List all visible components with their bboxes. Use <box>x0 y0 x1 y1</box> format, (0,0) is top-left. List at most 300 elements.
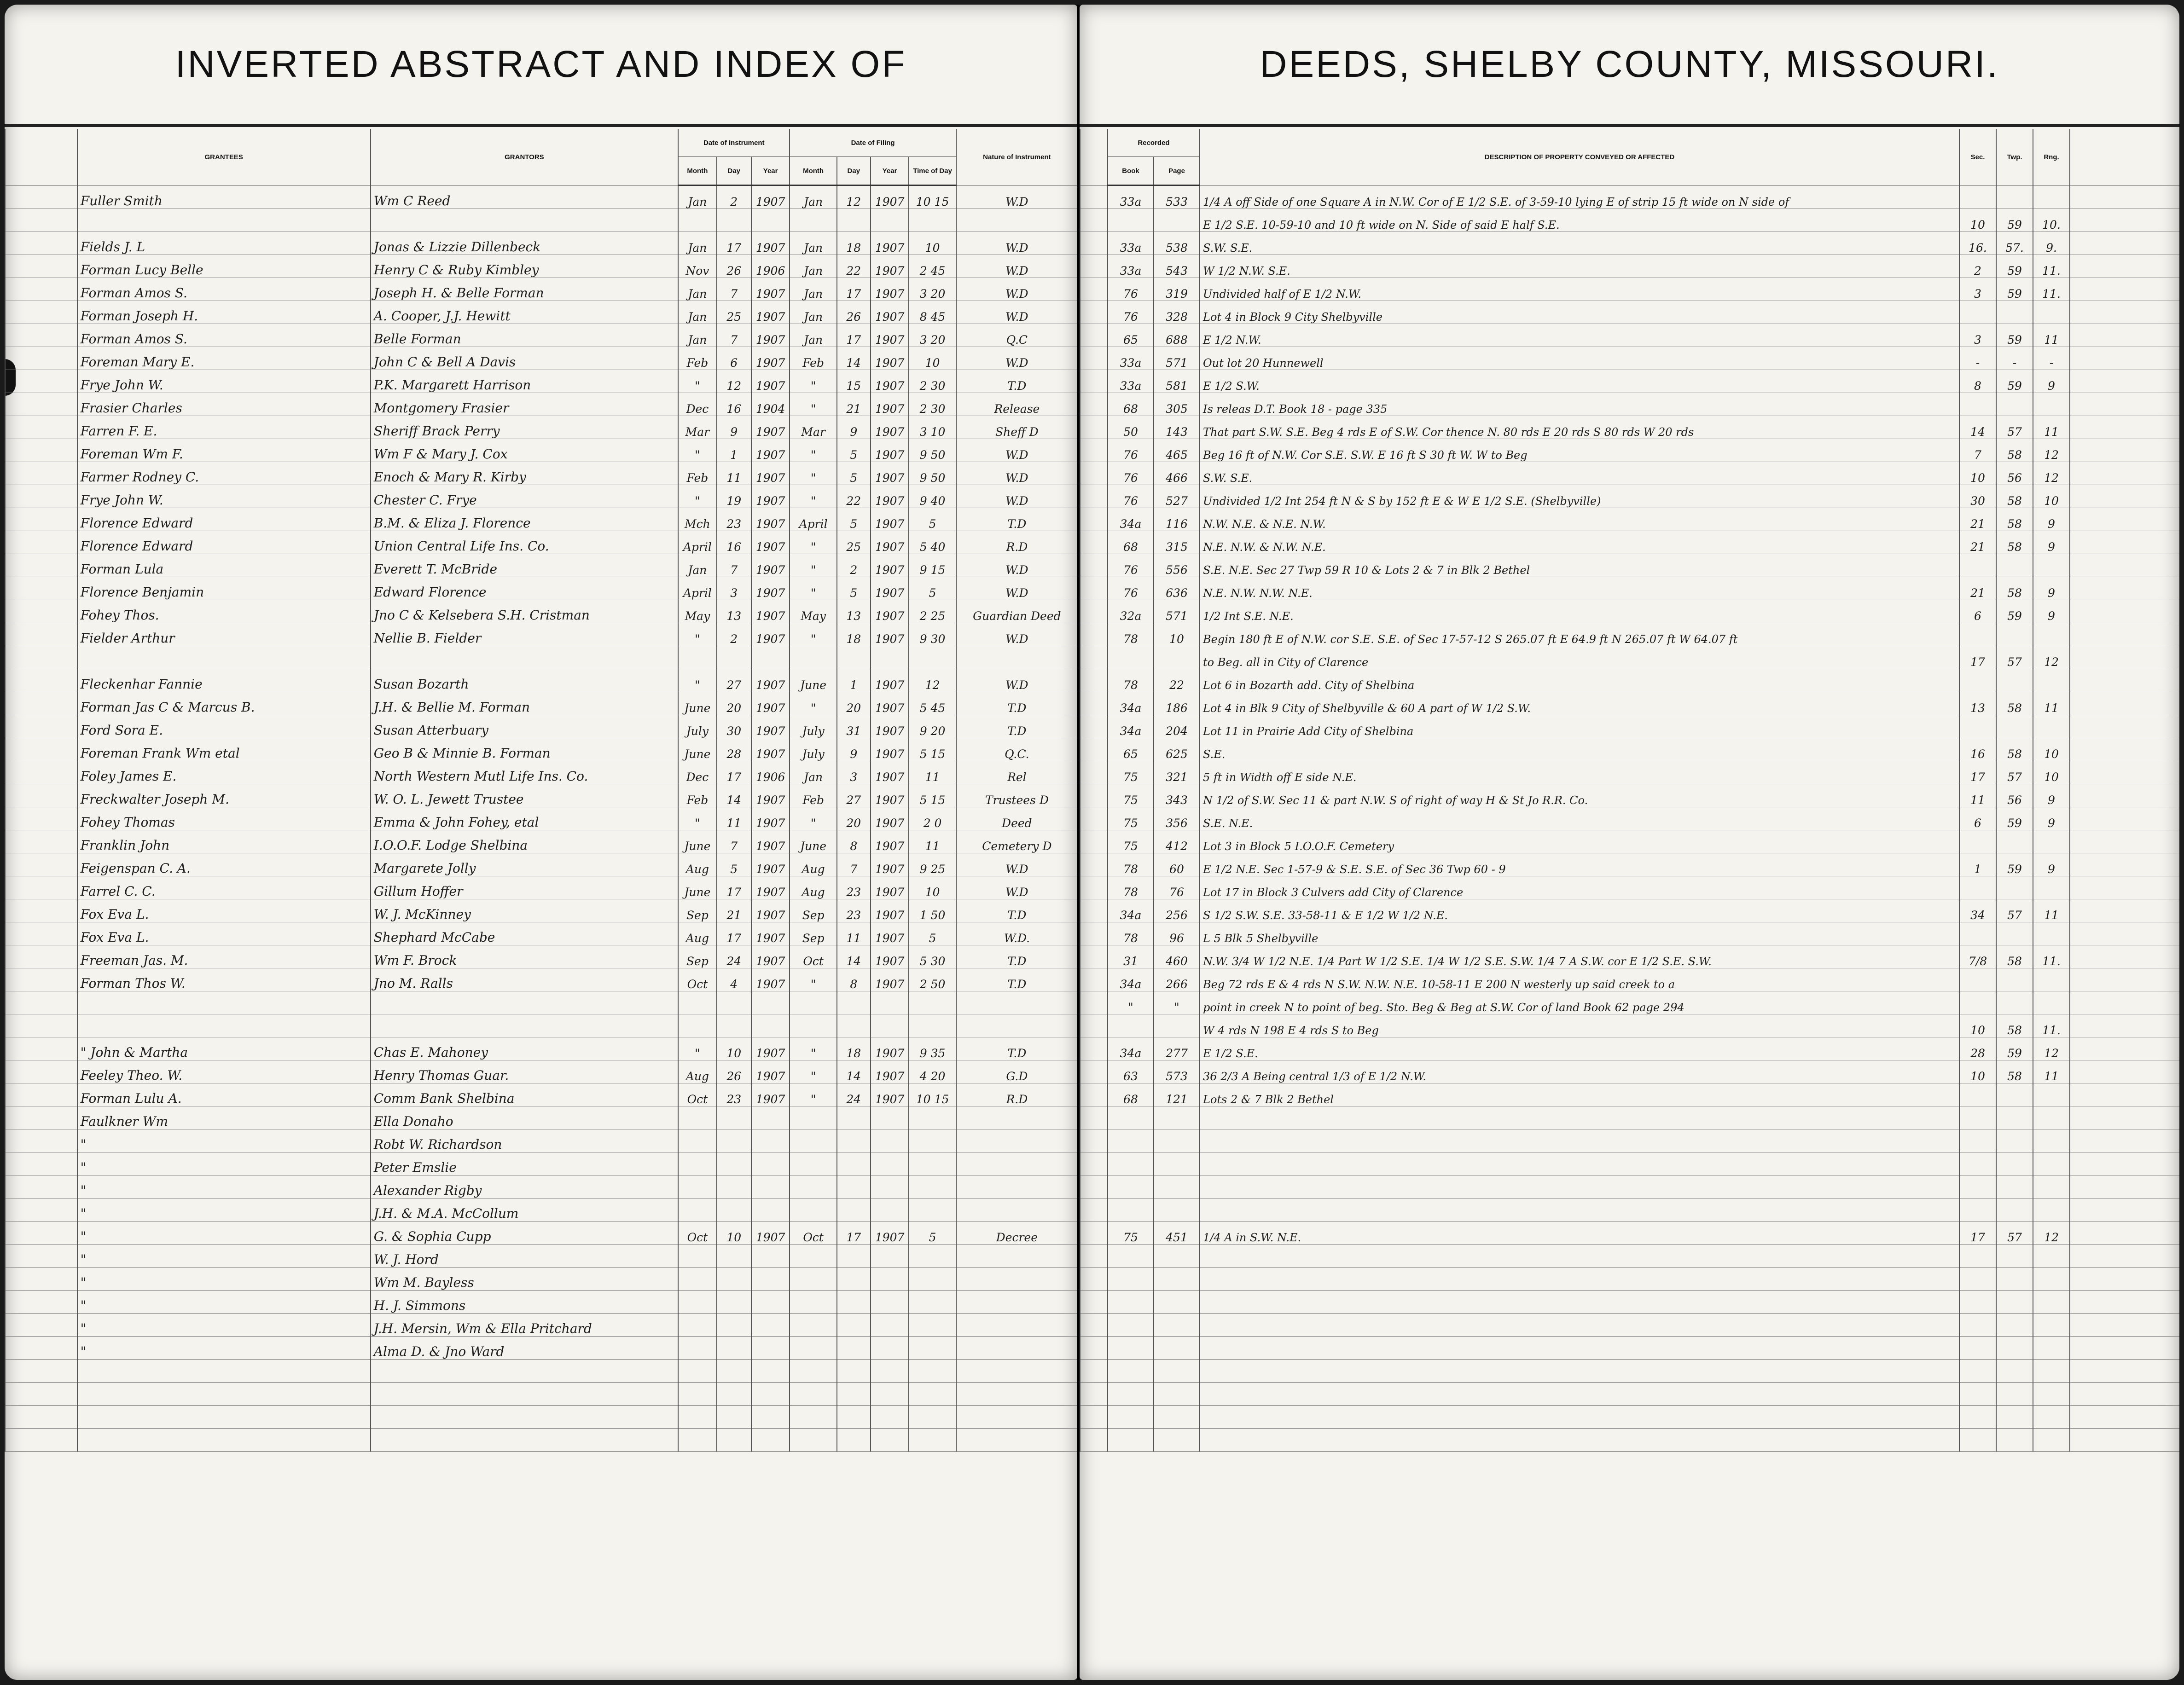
grantor-cell: Henry Thomas Guar. <box>371 1060 678 1083</box>
blank-cell <box>678 1360 717 1383</box>
blank-cell <box>956 1383 1077 1406</box>
instrument-year-cell <box>751 1129 790 1152</box>
instrument-year-cell: 1907 <box>751 1083 790 1106</box>
blank-cell <box>5 1406 77 1429</box>
instrument-month-cell <box>678 991 717 1014</box>
book-cell: 75 <box>1108 1222 1154 1245</box>
description-cell: Lots 2 & 7 Blk 2 Bethel <box>1200 1083 1959 1106</box>
filing-time-cell: 9 35 <box>909 1037 956 1060</box>
instrument-year-cell: 1907 <box>751 1222 790 1245</box>
filing-day-cell: 7 <box>837 853 871 876</box>
instrument-day-cell <box>717 1199 751 1222</box>
filing-month-cell: " <box>790 531 836 554</box>
filing-time-cell: 4 20 <box>909 1060 956 1083</box>
page-cell: 533 <box>1154 185 1200 209</box>
instrument-month-cell <box>678 646 717 669</box>
instrument-day-cell: 7 <box>717 324 751 347</box>
nature-cell: T.D <box>956 968 1077 991</box>
blank-cell <box>871 1406 909 1429</box>
spacer-cell <box>1080 1083 1108 1106</box>
instrument-day-cell <box>717 646 751 669</box>
instrument-day-cell: 23 <box>717 1083 751 1106</box>
filing-year-cell: 1907 <box>871 301 909 324</box>
rng-cell: 9 <box>2033 577 2070 600</box>
ledger-row <box>5 646 1077 669</box>
instrument-month-cell: Dec <box>678 393 717 416</box>
book-cell: 76 <box>1108 301 1154 324</box>
nature-cell <box>956 1152 1077 1175</box>
filing-month-cell: Jan <box>790 301 836 324</box>
blank-cell <box>1200 1406 1959 1429</box>
nature-cell <box>956 1106 1077 1129</box>
grantee-cell: " <box>77 1175 371 1199</box>
filing-day-cell <box>837 991 871 1014</box>
sec-cell: 16 <box>1959 738 1996 761</box>
margin-cell <box>5 1245 77 1268</box>
nature-cell: G.D <box>956 1060 1077 1083</box>
instrument-day-cell: 2 <box>717 623 751 646</box>
instrument-year-cell: 1907 <box>751 347 790 370</box>
instrument-year-cell <box>751 1014 790 1037</box>
filing-year-cell <box>871 1175 909 1199</box>
grantor-cell: Comm Bank Shelbina <box>371 1083 678 1106</box>
spacer-cell <box>1080 1291 1108 1314</box>
nature-cell: W.D <box>956 255 1077 278</box>
description-cell: Undivided 1/2 Int 254 ft N & S by 152 ft E & W E 1/2 S.E. (Shelbyville) <box>1200 485 1959 508</box>
page-cell <box>1154 646 1200 669</box>
margin-cell <box>5 1337 77 1360</box>
grantee-cell: Fox Eva L. <box>77 922 371 945</box>
filing-time-cell: 2 0 <box>909 807 956 830</box>
grantor-cell <box>371 1014 678 1037</box>
nature-cell: W.D <box>956 554 1077 577</box>
nature-cell <box>956 1291 1077 1314</box>
margin-cell <box>5 347 77 370</box>
blank-cell <box>909 1406 956 1429</box>
filing-day-cell: 3 <box>837 761 871 784</box>
margin-cell <box>5 922 77 945</box>
ledger-row <box>5 393 1077 416</box>
twp-cell: 57 <box>1996 646 2033 669</box>
twp-cell <box>1996 185 2033 209</box>
instrument-year-cell: 1907 <box>751 508 790 531</box>
filing-year-cell: 1907 <box>871 393 909 416</box>
blank-cell <box>790 1429 836 1452</box>
filing-day-cell: 5 <box>837 508 871 531</box>
instrument-month-cell: Feb <box>678 462 717 485</box>
sec-cell <box>1959 922 1996 945</box>
instrument-year-cell: 1907 <box>751 876 790 899</box>
book-cell: 34a <box>1108 715 1154 738</box>
page-cell: 256 <box>1154 899 1200 922</box>
right-margin-cell <box>2070 370 2179 393</box>
book-cell <box>1108 1152 1154 1175</box>
filing-month-cell: Sep <box>790 899 836 922</box>
instrument-month-cell <box>678 1129 717 1152</box>
rng-cell: 11 <box>2033 899 2070 922</box>
ledger-row <box>5 738 1077 761</box>
rng-cell <box>2033 1314 2070 1337</box>
ledger-row <box>1080 278 2179 301</box>
filing-month-cell: " <box>790 807 836 830</box>
book-cell: 33a <box>1108 232 1154 255</box>
description-cell: 1/4 A off Side of one Square A in N.W. Cor of E 1/2 S.E. of 3-59-10 lying E of strip 15 ft wide on N side of <box>1200 185 1959 209</box>
margin-cell <box>5 1222 77 1245</box>
right-margin-cell <box>2070 991 2179 1014</box>
description-cell: S.E. N.E. <box>1200 807 1959 830</box>
grantor-cell: Emma & John Fohey, etal <box>371 807 678 830</box>
book-cell: 75 <box>1108 761 1154 784</box>
twp-header: Twp. <box>1996 129 2033 185</box>
margin-cell <box>5 1152 77 1175</box>
margin-cell <box>5 692 77 715</box>
margin-cell <box>5 209 77 232</box>
twp-cell: 58 <box>1996 738 2033 761</box>
instrument-year-cell <box>751 991 790 1014</box>
ledger-row <box>5 1106 1077 1129</box>
rng-cell <box>2033 185 2070 209</box>
filing-month-cell: " <box>790 623 836 646</box>
recorded-header: Recorded <box>1108 129 1200 157</box>
instrument-day-cell: 16 <box>717 393 751 416</box>
page-cell: 143 <box>1154 416 1200 439</box>
right-margin-column <box>2070 129 2179 185</box>
ledger-row <box>5 669 1077 692</box>
grantor-cell: Jno C & Kelsebera S.H. Cristman <box>371 600 678 623</box>
twp-cell <box>1996 830 2033 853</box>
blank-cell <box>837 1383 871 1406</box>
page-cell: 625 <box>1154 738 1200 761</box>
ledger-row <box>5 347 1077 370</box>
instrument-month-cell: Sep <box>678 899 717 922</box>
sec-cell: 28 <box>1959 1037 1996 1060</box>
instrument-day-cell: 25 <box>717 301 751 324</box>
filing-year-cell: 1907 <box>871 1060 909 1083</box>
spacer-cell <box>1080 830 1108 853</box>
filing-month-cell: July <box>790 715 836 738</box>
nature-cell: Q.C. <box>956 738 1077 761</box>
instrument-year-cell: 1907 <box>751 784 790 807</box>
page-cell: 571 <box>1154 347 1200 370</box>
spacer-cell <box>1080 508 1108 531</box>
sec-cell: 17 <box>1959 1222 1996 1245</box>
rng-cell: 11. <box>2033 278 2070 301</box>
margin-cell <box>5 554 77 577</box>
rng-cell <box>2033 669 2070 692</box>
instrument-month-cell: Jan <box>678 232 717 255</box>
filing-time-cell: 3 20 <box>909 278 956 301</box>
ledger-row <box>5 485 1077 508</box>
filing-day-cell: 26 <box>837 301 871 324</box>
sec-cell <box>1959 830 1996 853</box>
filing-month-cell <box>790 1152 836 1175</box>
ledger-row <box>1080 393 2179 416</box>
ledger-row <box>5 784 1077 807</box>
blank-cell <box>1200 1360 1959 1383</box>
right-margin-cell <box>2070 738 2179 761</box>
sec-cell <box>1959 1129 1996 1152</box>
page-cell: 412 <box>1154 830 1200 853</box>
instrument-day-cell <box>717 1129 751 1152</box>
filing-year-cell: 1907 <box>871 784 909 807</box>
filing-day-cell: 2 <box>837 554 871 577</box>
description-cell: W 1/2 N.W. S.E. <box>1200 255 1959 278</box>
filing-time-header: Time of Day <box>909 157 956 185</box>
filing-time-cell: 3 10 <box>909 416 956 439</box>
filing-time-cell <box>909 1129 956 1152</box>
rng-cell <box>2033 991 2070 1014</box>
twp-cell: 59 <box>1996 600 2033 623</box>
filing-time-cell: 5 40 <box>909 531 956 554</box>
blank-cell <box>871 1429 909 1452</box>
instrument-month-cell: " <box>678 1037 717 1060</box>
rng-cell: - <box>2033 347 2070 370</box>
grantee-cell: Forman Amos S. <box>77 324 371 347</box>
filing-year-cell: 1907 <box>871 416 909 439</box>
instrument-month-cell: Mch <box>678 508 717 531</box>
filing-month-cell: Jan <box>790 185 836 209</box>
spacer-cell <box>1080 1222 1108 1245</box>
instrument-month-cell <box>678 1106 717 1129</box>
filing-month-cell: " <box>790 554 836 577</box>
filing-day-cell <box>837 1337 871 1360</box>
instrument-month-cell: Jan <box>678 324 717 347</box>
ledger-row <box>1080 1037 2179 1060</box>
blank-cell <box>909 1383 956 1406</box>
blank-cell <box>1108 1360 1154 1383</box>
nature-cell <box>956 1314 1077 1337</box>
description-cell: W 4 rds N 198 E 4 rds S to Beg <box>1200 1014 1959 1037</box>
book-cell: 34a <box>1108 1037 1154 1060</box>
instrument-day-header: Day <box>717 157 751 185</box>
filing-year-cell: 1907 <box>871 1037 909 1060</box>
instrument-year-cell: 1907 <box>751 945 790 968</box>
blank-cell <box>5 1360 77 1383</box>
grantor-cell: Enoch & Mary R. Kirby <box>371 462 678 485</box>
filing-month-cell: " <box>790 1083 836 1106</box>
book-cell <box>1108 1014 1154 1037</box>
book-cell: 33a <box>1108 370 1154 393</box>
nature-cell: Decree <box>956 1222 1077 1245</box>
page-cell: 204 <box>1154 715 1200 738</box>
right-margin-cell <box>2070 347 2179 370</box>
filing-day-cell <box>837 1314 871 1337</box>
page-cell: 277 <box>1154 1037 1200 1060</box>
spacer-cell <box>1080 185 1108 209</box>
instrument-day-cell: 24 <box>717 945 751 968</box>
grantor-cell: Everett T. McBride <box>371 554 678 577</box>
ledger-row <box>1080 1314 2179 1337</box>
nature-cell: Sheff D <box>956 416 1077 439</box>
rng-cell: 12 <box>2033 1222 2070 1245</box>
filing-year-cell <box>871 1314 909 1337</box>
rng-cell <box>2033 301 2070 324</box>
right-margin-cell <box>2070 692 2179 715</box>
sec-cell <box>1959 185 1996 209</box>
blank-cell <box>371 1406 678 1429</box>
filing-day-cell: 22 <box>837 255 871 278</box>
instrument-month-cell: Dec <box>678 761 717 784</box>
right-margin-cell <box>2070 1291 2179 1314</box>
instrument-day-cell: 17 <box>717 761 751 784</box>
filing-year-cell: 1907 <box>871 807 909 830</box>
spacer-cell <box>1080 623 1108 646</box>
page-cell <box>1154 1291 1200 1314</box>
filing-month-cell: Feb <box>790 784 836 807</box>
ledger-row <box>1080 692 2179 715</box>
filing-day-cell: 5 <box>837 462 871 485</box>
filing-day-cell <box>837 1129 871 1152</box>
blank-cell <box>717 1429 751 1452</box>
instrument-day-cell: 3 <box>717 577 751 600</box>
instrument-month-cell: Feb <box>678 347 717 370</box>
spacer-cell <box>1080 577 1108 600</box>
grantor-cell: G. & Sophia Cupp <box>371 1222 678 1245</box>
grantee-cell: Fields J. L <box>77 232 371 255</box>
book-cell: 33a <box>1108 255 1154 278</box>
right-margin-cell <box>2070 531 2179 554</box>
filing-year-cell: 1907 <box>871 232 909 255</box>
spacer-cell <box>1080 692 1108 715</box>
filing-year-cell <box>871 1337 909 1360</box>
book-cell: 78 <box>1108 853 1154 876</box>
description-cell: Beg 16 ft of N.W. Cor S.E. S.W. E 16 ft S 30 ft W. W to Beg <box>1200 439 1959 462</box>
filing-day-cell: 5 <box>837 439 871 462</box>
filing-time-cell: 5 <box>909 1222 956 1245</box>
blank-cell <box>2033 1360 2070 1383</box>
ledger-row <box>1080 1245 2179 1268</box>
book-cell: 34a <box>1108 508 1154 531</box>
instrument-year-cell: 1907 <box>751 324 790 347</box>
blank-cell <box>678 1429 717 1452</box>
ledger-row <box>5 370 1077 393</box>
right-margin-cell <box>2070 1337 2179 1360</box>
instrument-month-cell: " <box>678 485 717 508</box>
right-margin-cell <box>2070 830 2179 853</box>
book-cell: 34a <box>1108 899 1154 922</box>
date-of-instrument-header: Date of Instrument <box>678 129 790 157</box>
grantor-cell: W. J. Hord <box>371 1245 678 1268</box>
ledger-row <box>5 1337 1077 1360</box>
instrument-day-cell: 21 <box>717 899 751 922</box>
ledger-row <box>1080 554 2179 577</box>
nature-cell: W.D <box>956 853 1077 876</box>
grantee-cell: Fohey Thomas <box>77 807 371 830</box>
instrument-day-cell: 20 <box>717 692 751 715</box>
grantor-cell: Sheriff Brack Perry <box>371 416 678 439</box>
twp-cell <box>1996 301 2033 324</box>
book-cell: 33a <box>1108 185 1154 209</box>
instrument-year-cell: 1907 <box>751 554 790 577</box>
filing-month-cell: June <box>790 830 836 853</box>
right-margin-cell <box>2070 1175 2179 1199</box>
page-cell <box>1154 1268 1200 1291</box>
book-cell <box>1108 1175 1154 1199</box>
instrument-month-cell: Sep <box>678 945 717 968</box>
book-cell: 33a <box>1108 347 1154 370</box>
instrument-year-cell: 1906 <box>751 255 790 278</box>
description-cell: S.E. N.E. Sec 27 Twp 59 R 10 & Lots 2 & 7 in Blk 2 Bethel <box>1200 554 1959 577</box>
nature-cell: Cemetery D <box>956 830 1077 853</box>
spacer-cell <box>1080 945 1108 968</box>
left-page-title: INVERTED ABSTRACT AND INDEX OF <box>175 43 907 85</box>
sec-cell <box>1959 991 1996 1014</box>
sec-cell: 34 <box>1959 899 1996 922</box>
instrument-year-cell <box>751 1106 790 1129</box>
sec-cell: 10 <box>1959 462 1996 485</box>
instrument-day-cell: 2 <box>717 185 751 209</box>
grantor-cell: Henry C & Ruby Kimbley <box>371 255 678 278</box>
page-cell: 319 <box>1154 278 1200 301</box>
instrument-day-cell: 23 <box>717 508 751 531</box>
sec-cell <box>1959 968 1996 991</box>
book-cell: 76 <box>1108 554 1154 577</box>
ledger-row <box>5 991 1077 1014</box>
right-margin-cell <box>2070 1014 2179 1037</box>
right-margin-cell <box>2070 1152 2179 1175</box>
ledger-row <box>1080 1199 2179 1222</box>
spacer-cell <box>1080 301 1108 324</box>
instrument-year-cell: 1907 <box>751 416 790 439</box>
spacer-cell <box>1080 324 1108 347</box>
nature-cell <box>956 646 1077 669</box>
instrument-month-cell <box>678 1199 717 1222</box>
ledger-row <box>1080 1268 2179 1291</box>
page-cell: 538 <box>1154 232 1200 255</box>
twp-cell: 59 <box>1996 278 2033 301</box>
instrument-day-cell: 17 <box>717 876 751 899</box>
instrument-day-cell: 11 <box>717 462 751 485</box>
filing-year-cell: 1907 <box>871 692 909 715</box>
instrument-month-cell <box>678 209 717 232</box>
spacer-cell <box>1080 807 1108 830</box>
ledger-row <box>5 439 1077 462</box>
sec-cell <box>1959 715 1996 738</box>
spacer-cell <box>1080 853 1108 876</box>
nature-cell: W.D <box>956 623 1077 646</box>
filing-time-cell: 10 15 <box>909 185 956 209</box>
blank-cell <box>2070 1429 2179 1452</box>
rng-cell <box>2033 830 2070 853</box>
ledger-row <box>5 209 1077 232</box>
grantee-cell: Forman Thos W. <box>77 968 371 991</box>
ledger-row <box>1080 922 2179 945</box>
ledger-row <box>1080 899 2179 922</box>
margin-cell <box>5 1060 77 1083</box>
instrument-year-cell: 1907 <box>751 899 790 922</box>
grantor-cell: Peter Emslie <box>371 1152 678 1175</box>
description-cell: Out lot 20 Hunnewell <box>1200 347 1959 370</box>
grantee-cell: " <box>77 1291 371 1314</box>
filing-time-cell: 5 30 <box>909 945 956 968</box>
filing-day-cell: 17 <box>837 1222 871 1245</box>
margin-cell <box>5 738 77 761</box>
instrument-month-cell: April <box>678 577 717 600</box>
right-margin-cell <box>2070 669 2179 692</box>
page-cell: 186 <box>1154 692 1200 715</box>
grantee-cell: Forman Lulu A. <box>77 1083 371 1106</box>
description-cell <box>1200 1337 1959 1360</box>
book-cell: 76 <box>1108 278 1154 301</box>
book-cell: 34a <box>1108 968 1154 991</box>
margin-cell <box>5 393 77 416</box>
spacer-cell <box>1080 922 1108 945</box>
description-cell: N.E. N.W. & N.W. N.E. <box>1200 531 1959 554</box>
instrument-year-cell: 1907 <box>751 600 790 623</box>
instrument-day-cell: 28 <box>717 738 751 761</box>
description-header: DESCRIPTION OF PROPERTY CONVEYED OR AFFECTED <box>1200 129 1959 185</box>
filing-year-cell: 1907 <box>871 370 909 393</box>
